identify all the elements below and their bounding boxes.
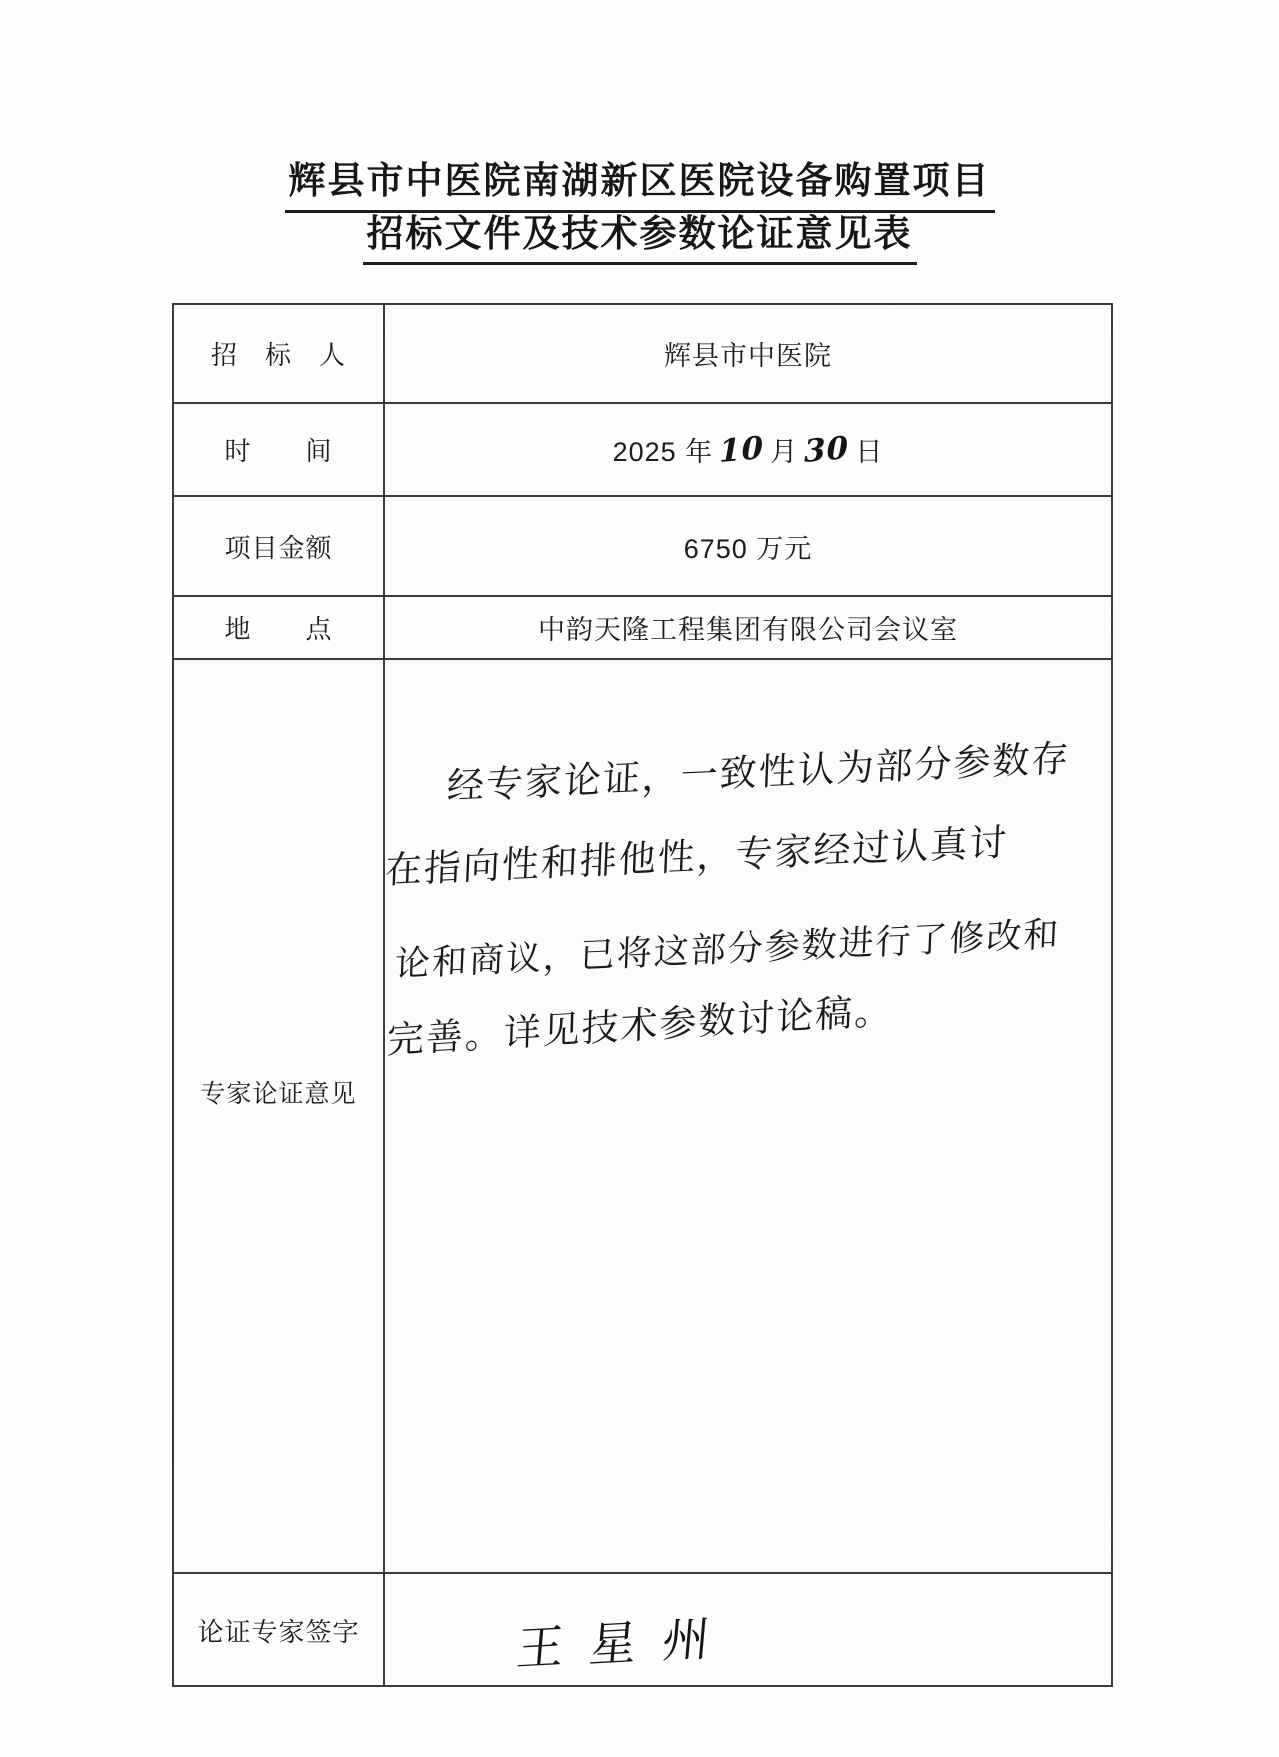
opinion-label: 专家论证意见 — [200, 1080, 357, 1108]
table-row-signature — [174, 1574, 1111, 1687]
signature-area — [385, 1574, 1111, 1687]
handwritten-opinion-line-3: 论和商议，已将这部分参数进行了修改和 — [394, 914, 1062, 986]
opinion-label-cell — [174, 660, 385, 1572]
table-row-time — [174, 404, 1111, 497]
date-year-printed: 2025 年 — [612, 437, 714, 467]
table-row-place — [174, 597, 1111, 660]
time-label: 时 间 — [174, 404, 385, 495]
opinion-form-table — [172, 303, 1113, 1687]
table-row-bidder — [174, 305, 1111, 404]
opinion-handwriting-area — [385, 660, 1111, 1572]
expert-signature-handwritten: 王星州 — [514, 1610, 738, 1678]
handwritten-opinion-line-4: 完善。详见技术参数讨论稿。 — [386, 988, 894, 1063]
table-row-opinion — [174, 660, 1111, 1574]
amount-label: 项目金额 — [174, 497, 385, 595]
date-month-unit-printed: 月 — [770, 437, 799, 467]
table-row-amount — [174, 497, 1111, 597]
bidder-label: 招 标 人 — [174, 305, 385, 402]
handwritten-opinion-line-1: 经专家论证，一致性认为部分参数存 — [446, 736, 1072, 809]
time-value — [385, 404, 1111, 495]
document-title-block — [0, 160, 1279, 265]
place-label: 地 点 — [174, 597, 385, 658]
amount-value: 6750 万元 — [683, 533, 813, 564]
document-title-line-2: 招标文件及技术参数论证意见表 — [363, 213, 917, 266]
handwritten-opinion-line-2: 在指向性和排他性，专家经过认真讨 — [384, 820, 1010, 893]
signature-label: 论证专家签字 — [174, 1574, 385, 1687]
place-value: 中韵天隆工程集团有限公司会议室 — [538, 615, 958, 645]
date-day-unit-printed: 日 — [855, 437, 884, 467]
bidder-value: 辉县市中医院 — [664, 341, 832, 371]
document-title-line-1: 辉县市中医院南湖新区医院设备购置项目 — [285, 160, 995, 213]
date-day-handwritten: 30 — [804, 429, 850, 470]
date-month-handwritten: 10 — [718, 429, 765, 470]
